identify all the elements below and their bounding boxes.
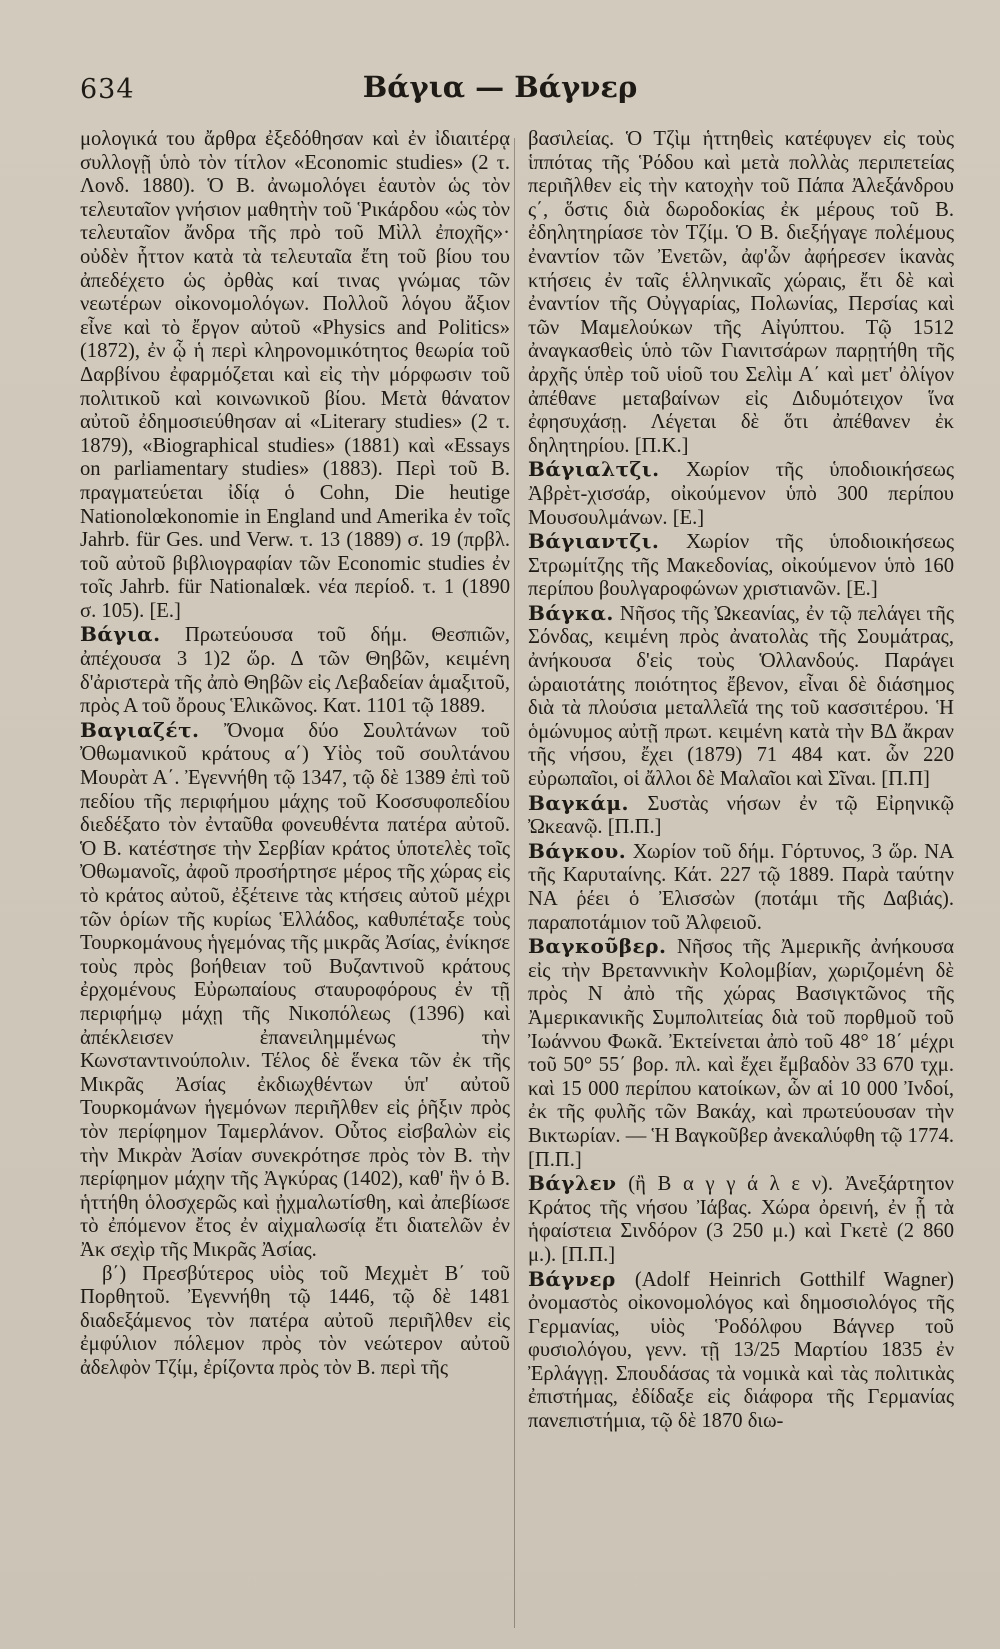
headword: Βάγκου.: [528, 838, 627, 863]
entry-text: (ἢ Β α γ γ ά λ ε ν). Ἀνεξάρτητον Κράτος τῆς νήσου Ἰάβας. Χώρα ὀρεινή, ἐν ᾗ τὰ ἡφαίστεια Σινδόρον (3 250 μ.) καὶ Γκετὲ (2 860 μ.). [Π.Π.]: [528, 1173, 954, 1266]
headword: Βαγκοῦβερ.: [528, 934, 667, 959]
paragraph: μολογικά του ἄρθρα ἐξεδόθησαν καὶ ἐν ἰδιαιτέρᾳ συλλογῇ ὑπὸ τὸν τίτλον «Economic studies» (2 τ. Λονδ. 1880). Ὁ Β. ἀνωμολόγει ἑαυτὸν ὡς τὸν τελευταῖον γνήσιον μαθητὴν τοῦ Ῥικάρδου «ὡς τὸν τελευταῖον ἄνδρα τῆς πρὸ τοῦ Μὶλλ ἐποχῆς»· οὐδὲν ἧττον κατὰ τὰ τελευταῖα ἔτη τοῦ βίου του ἀπεδέχετο ὡς ὀρθὰς καί τινας γνώμας τῶν νεωτέρων οἰκονομολόγων. Πολλοῦ λόγου ἄξιον εἶνε καὶ τὸ ἔργον αὐτοῦ «Physics and Politics» (1872), ἐν ᾧ ἡ περὶ κληρονομικότητος θεωρία τοῦ Δαρβίνου ἐφαρμόζεται καὶ εἰς τὴν μόρφωσιν τοῦ πολιτικοῦ καὶ κοινωνικοῦ βίου. Μετὰ θάνατον αὐτοῦ ἐδημοσιεύθησαν αἱ «Literary studies» (2 τ. 1879), «Biographical studies» (1881) καὶ «Essays on parliamentary studies» (1883). Περὶ τοῦ Β. πραγματεύεται ἰδίᾳ ὁ Cohn, Die heutige Nationolœkonomie in England und Amerika ἐν τοῖς Jahrb. für Ges. und Verw. τ. 13 (1889) σ. 19 (πρβλ. τοῦ αὐτοῦ βιβλιογραφίαν τῶν Economic studies ἐν τοῖς Jahrb. für Nationalœk. νέα περίοδ. τ. 1 (1890 σ. 105). [Ε.]: [80, 128, 510, 622]
paragraph: β΄) Πρεσβύτερος υἱὸς τοῦ Μεχμὲτ Β΄ τοῦ Πορθητοῦ. Ἐγεννήθη τῷ 1446, τῷ δὲ 1481 διαδεξάμενος τὸν πατέρα αὐτοῦ περιῆλθεν εἰς ἐμφύλιον πόλεμον πρὸς τὸν νεώτερον αὐτοῦ ἀδελφὸν Τζίμ, ἐρίζοντα πρὸς τὸν Β. περὶ τῆς: [80, 1262, 510, 1379]
entry-text: Χωρίον τῆς ὑποδιοικήσεως Ἀβρὲτ-χισσάρ, οἰκούμενον ὑπὸ 300 περίπου Μουσουλμάνων. [Ε.]: [528, 459, 954, 529]
entry-text: Πρωτεύουσα τοῦ δήμ. Θεσπιῶν, ἀπέχουσα 3 1)2 ὥρ. Δ τῶν Θηβῶν, κειμένη δ'ἀριστερὰ τῆς ἀπὸ Θηβῶν εἰς Λεβαδείαν ἁμαξιτοῦ, πρὸς Α τοῦ ὄρους Ἑλικῶνος. Κατ. 1101 τῷ 1889.: [80, 624, 510, 718]
entry-text: Νῆσος τῆς Ἀμερικῆς ἀνήκουσα εἰς τὴν Βρεταννικὴν Κολομβίαν, χωριζομένη δὲ πρὸς Ν ἀπὸ τῆς χώρας Βασιγκτῶνος τῆς Ἀμερικανικῆς Συμπολιτείας διὰ τοῦ πορθμοῦ τοῦ Ἰωάννου Φωκᾶ. Ἐκτείνεται ἀπὸ τοῦ 48° 18΄ μέχρι τοῦ 50° 55΄ βορ. πλ. καὶ ἔχει ἔμβαδὸν 33 670 τχμ. καὶ 15 000 περίπου κατοίκων, ὧν αἱ 10 000 Ἰνδοί, ἐκ τῆς φυλῆς τῶν Βακάχ, καὶ πρωτεύουσαν τὴν Βικτωρίαν. — Ἡ Βαγκοῦβερ ἀνεκαλύφθη τῷ 1774. [Π.Π.]: [528, 936, 954, 1171]
headword: Βαγκάμ.: [528, 790, 629, 815]
headword: Βάγιαλτζι.: [528, 457, 660, 482]
headword: Βάγιαντζι.: [528, 529, 660, 554]
page-header: [0, 66, 1000, 126]
entry-text: Συστὰς νήσων ἐν τῷ Εἰρηνικῷ Ὠκεανῷ. [Π.Π.]: [528, 792, 954, 839]
entry-text: Ὄνομα δύο Σουλτάνων τοῦ Ὀθωμανικοῦ κράτους α΄) Υἱὸς τοῦ σουλτάνου Μουρὰτ Α΄. Ἐγεννήθη τῷ 1347, τῷ δὲ 1389 ἐπὶ τοῦ πεδίου τῆς περιφήμου μάχης τοῦ Κοσσυφοπεδίου διεδέξατο τὸν ἐνταῦθα φονευθέντα πατέρα αὐτοῦ. Ὁ Β. κατέστησε τὴν Σερβίαν κράτος ὑποτελὲς τοῖς Ὀθωμανοῖς, ἀφοῦ προσήρτησε μέρος τῆς χώρας εἰς τὸ κράτος αὐτοῦ, ἐξέτεινε τὰς κτήσεις αὐτοῦ μέχρι τῶν ὁρίων τῆς κυρίως Ἑλλάδος, καθυπέταξε τοὺς Τουρκομάνους ἡγεμόνας τῆς μικρᾶς Ἀσίας, ἐνίκησε τοὺς πρὸς βοήθειαν τοῦ Βυζαντινοῦ κράτους ἐρχομένους Εὐρωπαίους σταυροφόρους ἐν τῇ περιφήμῳ μάχῃ τῆς Νικοπόλεως (1396) καὶ ἀπέκλεισεν ἐπανειλημμένως τὴν Κωνσταντινούπολιν. Τέλος δὲ ἕνεκα τῶν ἐκ τῆς Μικρᾶς Ἀσίας ἐκδιωχθέντων ὑπ' αὐτοῦ Τουρκομάνων ἡγεμόνων περιῆλθεν εἰς ῥῆξιν πρὸς τὸν περίφημον Ταμερλάνον. Οὗτος εἰσβαλὼν εἰς τὴν Μικρὰν Ἀσίαν συνεκρότησε πρὸς τὸν Β. τὴν περίφημον μάχην τῆς Ἀγκύρας (1402), καθ' ἣν ὁ Β. ἡττήθη ὁλοσχερῶς καὶ ᾐχμαλωτίσθη, καὶ ἀπεβίωσε τὸ ἐπόμενον ἔτος ἐν αἰχμαλωσίᾳ ἔτι διατελῶν ἐν Ἀκ σεχὶρ τῆς Μικρᾶς Ἀσίας.: [80, 719, 510, 1261]
right-column: [528, 128, 954, 1434]
running-title: Βάγια — Βάγνερ: [362, 70, 638, 104]
entry-text: Χωρίον τῆς ὑποδιοικήσεως Στρωμίτζης τῆς Μακεδονίας, οἰκούμενον ὑπὸ 160 περίπου βουλγαροφώνων χριστιανῶν. [Ε.]: [528, 531, 954, 601]
headword: Βάγκα.: [528, 600, 614, 625]
entry-vagka: [528, 602, 954, 792]
headword: Βαγιαζέτ.: [80, 717, 200, 742]
entry-text: (Adolf Heinrich Gotthilf Wagner) ὀνομαστὸς οἰκονομολόγος καὶ δημοσιολόγος τῆς Γερμανίας, υἱὸς Ῥοδόλφου Βάγνερ τοῦ φυσιολόγου, γενν. τῇ 13/25 Μαρτίου 1835 ἐν Ἐρλάγγῃ. Σπουδάσας τὰ νομικὰ καὶ τὰς πολιτικὰς ἐπιστήμας, ἐδίδαξε εἰς διάφορα τῆς Γερμανίας πανεπιστήμια, τῷ δὲ 1870 διω-: [528, 1268, 954, 1433]
page-number: 634: [80, 74, 135, 105]
paragraph: βασιλείας. Ὁ Τζὶμ ἡττηθεὶς κατέφυγεν εἰς τοὺς ἱππότας τῆς Ῥόδου καὶ μετὰ πολλὰς περιπετείας περιῆλθεν εἰς τὴν κατοχὴν τοῦ Πάπα Ἀλεξάνδρου ς΄, ὅστις διὰ δωροδοκίας ἐκ μέρους τοῦ Β. ἐδηλητηρίασε τὸν Τζίμ. Ὁ Β. διεξήγαγε πολέμους ἐναντίον τῶν Ἐνετῶν, ἀφ'ὧν ἀφήρεσεν ἱκανὰς κτήσεις ἐν ταῖς ἑλληνικαῖς χώραις, ἔτι δὲ καὶ ἐναντίον τῆς Οὐγγαρίας, Πολωνίας, Περσίας καὶ τῶν Μαμελούκων τῆς Αἰγύπτου. Τῷ 1512 ἀναγκασθεὶς ὑπὸ τῶν Γιανιτσάρων παρῃτήθη τῆς ἀρχῆς ὑπὲρ τοῦ υἱοῦ του Σελὶμ Α΄ καὶ μετ' ὀλίγον ἀπέθανε μεταβαίνων εἰς Διδυμότειχον ἵνα ἐφησυχάσῃ. Λέγεται δὲ ὅτι ἀπέθανεν ἐκ δηλητηρίου. [Π.Κ.]: [528, 128, 954, 457]
entry-vagner: [528, 1268, 954, 1434]
entry-vagkam: [528, 792, 954, 840]
entry-vagiazet: [80, 719, 510, 1263]
entry-vagia: [80, 623, 510, 718]
entry-vagkou: [528, 840, 954, 935]
headword: Βάγνερ: [528, 1266, 616, 1291]
entry-text: Νῆσος τῆς Ὠκεανίας, ἐν τῷ πελάγει τῆς Σόνδας, κειμένη πρὸς ἀνατολὰς τῆς Σουμάτρας, ἀνήκουσα δ'εἰς τοὺς Ὁλλανδούς. Παράγει ὡραιοτάτης ποιότητος ἔβενον, εἶναι δὲ διάσημος διὰ τὰ πλούσια μεταλλεῖά της τοῦ κασσιτέρου. Ἡ ὁμώνυμος αὐτῇ πρωτ. κειμένη κατὰ τὴν ΒΔ ἄκραν τῆς νήσου, ἔχει (1879) 71 484 κατ. ὧν 220 εὐρωπαῖοι, οἱ ἄλλοι δὲ Μαλαῖοι καὶ Σῖναι. [Π.Π]: [528, 602, 954, 791]
entry-text: Χωρίον τοῦ δήμ. Γόρτυνος, 3 ὥρ. ΝΑ τῆς Καρυταίνης. Κάτ. 227 τῷ 1889. Παρὰ ταύτην ΝΑ ῥέει ὁ Ἐλισσὼν (ποτάμι τῆς Δαβιάς). παραποτάμιον τοῦ Ἀλφειοῦ.: [528, 840, 954, 934]
left-column: [80, 128, 510, 1380]
headword: Βάγλεν: [528, 1171, 617, 1196]
entry-vaglen: [528, 1172, 954, 1267]
entry-vagkouver: [528, 935, 954, 1172]
entry-vagialtzi: [528, 458, 954, 530]
column-divider: [514, 138, 515, 1628]
headword: Βάγια.: [80, 622, 161, 647]
entry-vagiantzi: [528, 530, 954, 602]
